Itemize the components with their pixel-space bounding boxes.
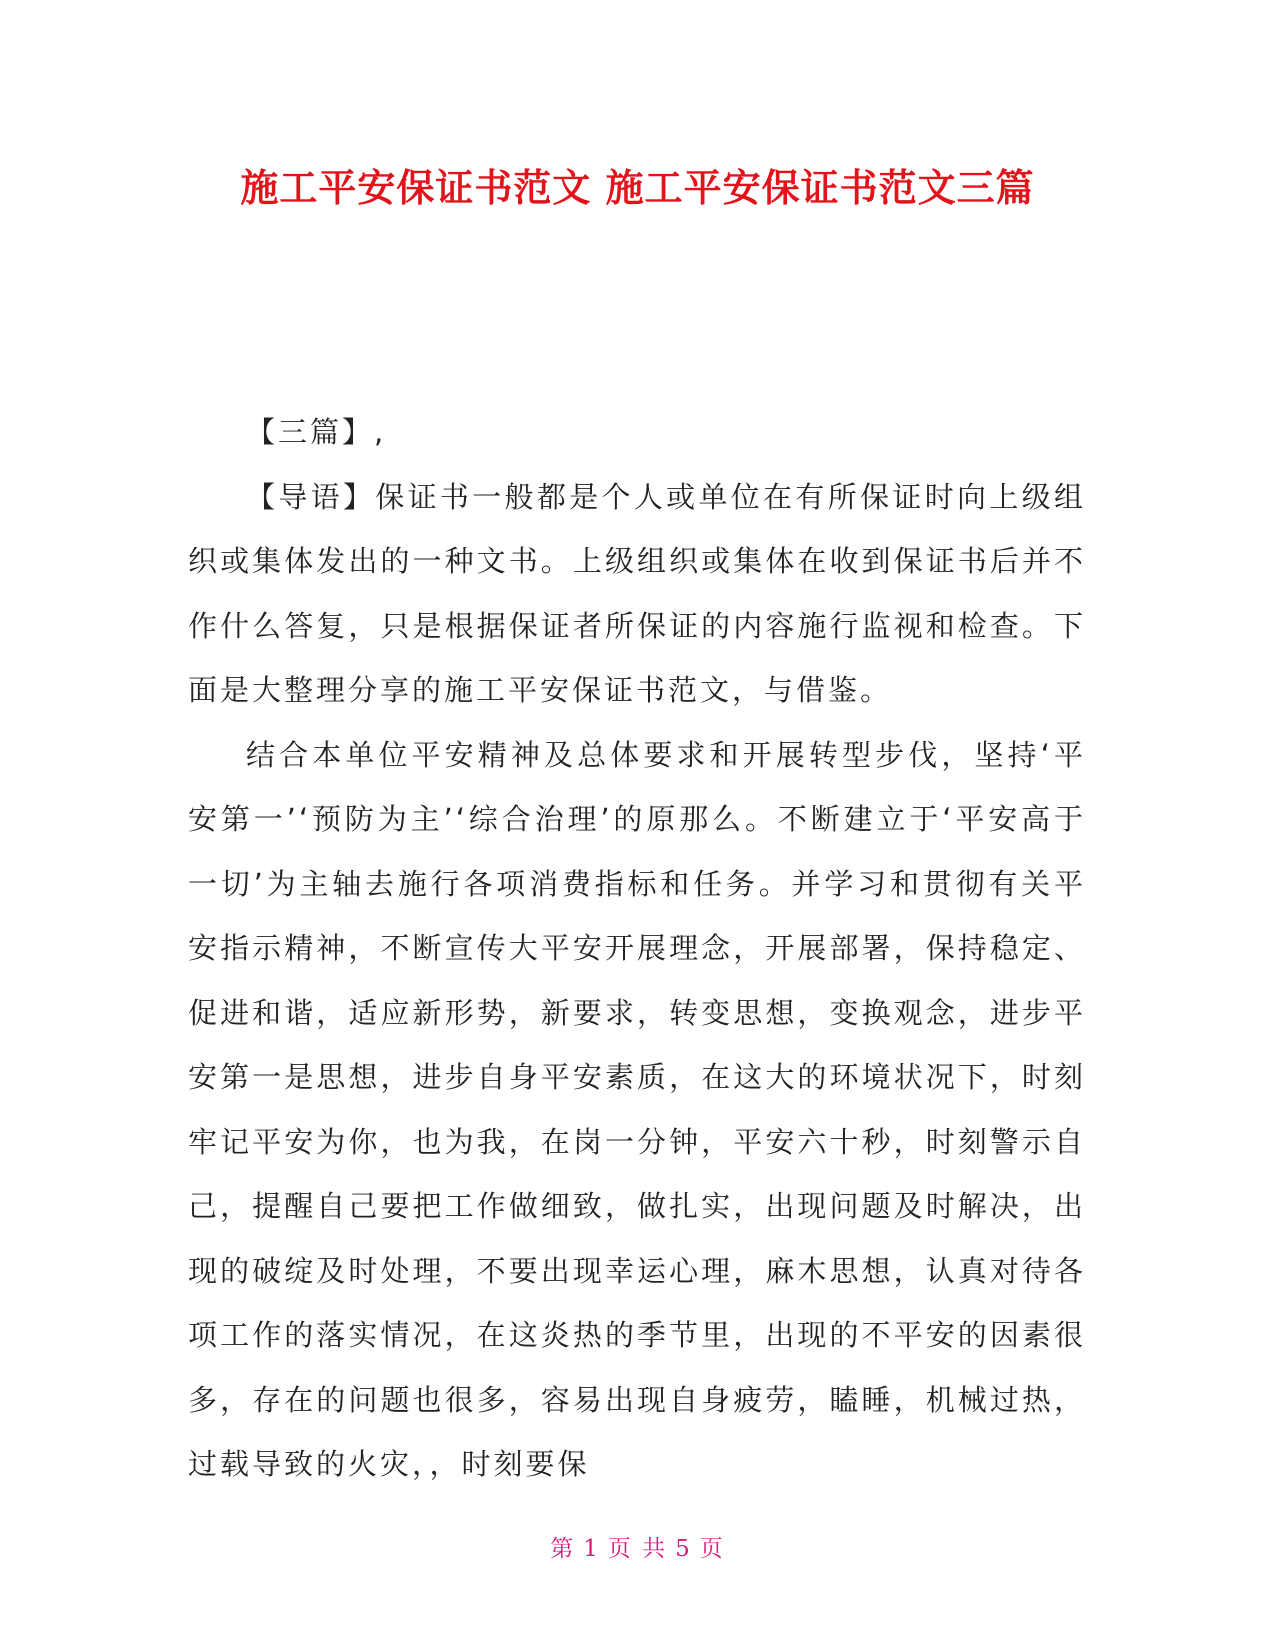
page-number-footer xyxy=(0,1530,1275,1563)
paragraph: 结合本单位平安精神及总体要求和开展转型步伐，坚持‘平安第一’‘预防为主’‘综合治理’的原那么。不断建立于‘平安高于一切’为主轴去施行各项消费指标和任务。并学习和贯彻有关平安指示精神，不断宣传大平安开展理念，开展部署，保持稳定、促进和谐，适应新形势，新要求，转变思想，变换观念，进步平安第一是思想，进步自身平安素质，在这大的环境状况下，时刻牢记平安为你，也为我，在岗一分钟，平安六十秒，时刻警示自己，提醒自己要把工作做细致，做扎实，出现问题及时解决，出现的破绽及时处理，不要出现幸运心理，麻木思想，认真对待各项工作的落实情况，在这炎热的季节里，出现的不平安的因素很多，存在的问题也很多，容易出现自身疲劳，瞌睡，机械过热，过载导致的火灾，，时刻要保 xyxy=(188,737,1086,1481)
document-body xyxy=(188,400,1086,1497)
current-page-number: 1 xyxy=(583,1536,600,1562)
total-pages-number: 5 xyxy=(675,1536,692,1562)
footer-prefix: 第 xyxy=(550,1536,576,1562)
footer-middle: 页 共 xyxy=(607,1536,668,1562)
paragraph: 【导语】保证书一般都是个人或单位在有所保证时向上级组织或集体发出的一种文书。上级组织或集体在收到保证书后并不作什么答复，只是根据保证者所保证的内容施行监视和检查。下面是大整理分享的施工平安保证书范文，与借鉴。 xyxy=(188,479,1086,707)
document-title: 施工平安保证书范文 施工平安保证书范文三篇 xyxy=(240,166,1035,210)
footer-suffix: 页 xyxy=(699,1536,725,1562)
paragraph: 【三篇】, xyxy=(246,415,387,449)
